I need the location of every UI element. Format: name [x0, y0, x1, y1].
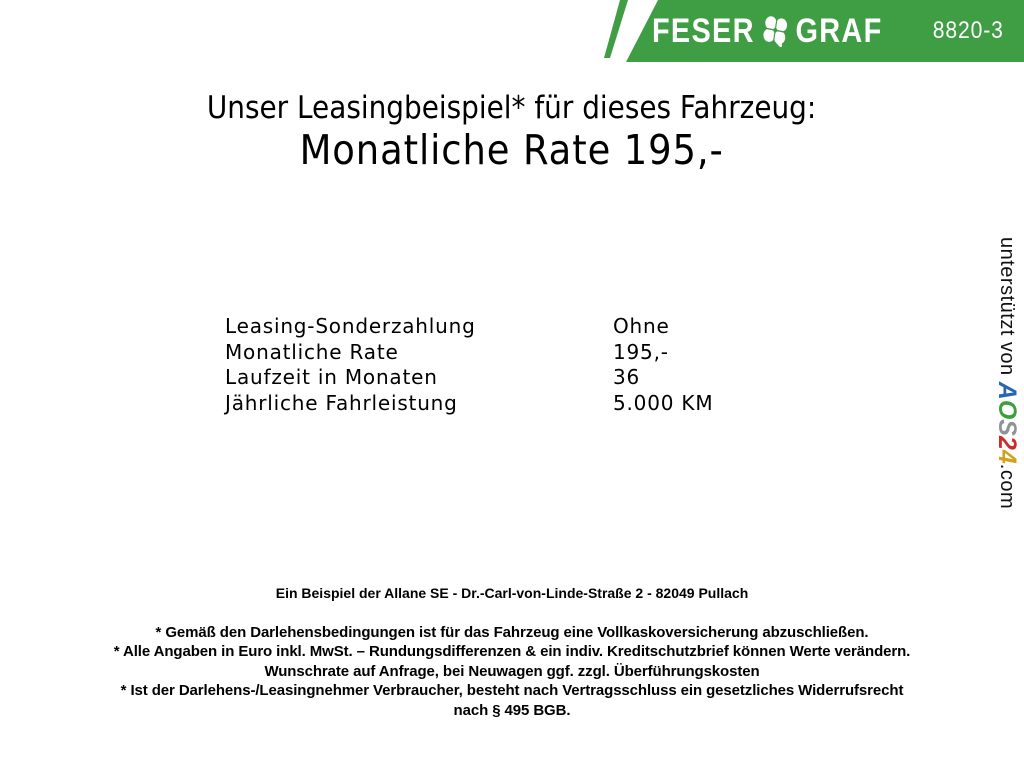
- aos24-logo-letter-4: 4: [993, 449, 1021, 464]
- row-label: Leasing-Sonderzahlung: [225, 314, 476, 338]
- table-row: [225, 391, 713, 417]
- disclaimer-line: * Ist der Darlehens-/Leasingnehmer Verbraucher, besteht nach Vertragsschluss ein gesetzliches Widerrufsrecht: [120, 682, 904, 700]
- table-row: [225, 340, 713, 366]
- support-credit-domain: .com: [996, 463, 1018, 510]
- headline-rate-text: Monatliche Rate 195,-: [299, 126, 725, 174]
- disclaimer-line: * Alle Angaben in Euro inkl. MwSt. – Rundungsdifferenzen & ein indiv. Kreditschutzbrief können Werte verändern.: [113, 643, 911, 661]
- brand-word-feser: FESER: [652, 11, 755, 50]
- row-value: 5.000 KM: [613, 390, 714, 415]
- table-row: [225, 314, 713, 340]
- row-label: Jährliche Fahrleistung: [225, 390, 458, 415]
- row-value: Ohne: [613, 314, 670, 338]
- offer-reference-number: 8820-3: [932, 17, 1004, 44]
- table-row: [225, 365, 713, 391]
- aos24-logo-letter-s: S: [993, 419, 1021, 436]
- disclaimer-line: nach § 495 BGB.: [453, 701, 571, 719]
- leasing-details-table: [225, 314, 713, 416]
- aos24-logo-letter-a: A: [993, 381, 1021, 400]
- provider-address: Ein Beispiel der Allane SE - Dr.-Carl-von-Linde-Straße 2 - 82049 Pullach: [275, 585, 749, 601]
- support-credit: [992, 237, 1021, 509]
- row-value: 195,-: [613, 339, 669, 364]
- row-value: 36: [613, 365, 641, 389]
- clover-icon: [762, 15, 788, 47]
- aos24-logo-letter-o: O: [993, 399, 1021, 420]
- brand-lockup: [652, 12, 883, 51]
- support-credit-text: unterstützt von: [996, 237, 1018, 382]
- aos24-logo-letter-2: 2: [993, 435, 1021, 450]
- headline-rate: [0, 126, 1024, 174]
- headline-subtitle: [0, 90, 1024, 126]
- row-label: Monatliche Rate: [225, 339, 399, 364]
- disclaimer-line: Wunschrate auf Anfrage, bei Neuwagen ggf. zzgl. Überführungskosten: [264, 662, 760, 680]
- brand-word-graf: GRAF: [795, 11, 883, 50]
- banner-sliver: [604, 0, 628, 58]
- row-label: Laufzeit in Monaten: [225, 365, 438, 389]
- brand-banner: [600, 0, 1024, 62]
- banner-content: [652, 0, 1004, 62]
- disclaimer-block: [0, 623, 1024, 720]
- disclaimer-line: * Gemäß den Darlehensbedingungen ist für das Fahrzeug eine Vollkaskoversicherung abzuschließen.: [155, 624, 869, 641]
- headline-subtitle-text: Unser Leasingbeispiel* für dieses Fahrzeug:: [207, 90, 817, 126]
